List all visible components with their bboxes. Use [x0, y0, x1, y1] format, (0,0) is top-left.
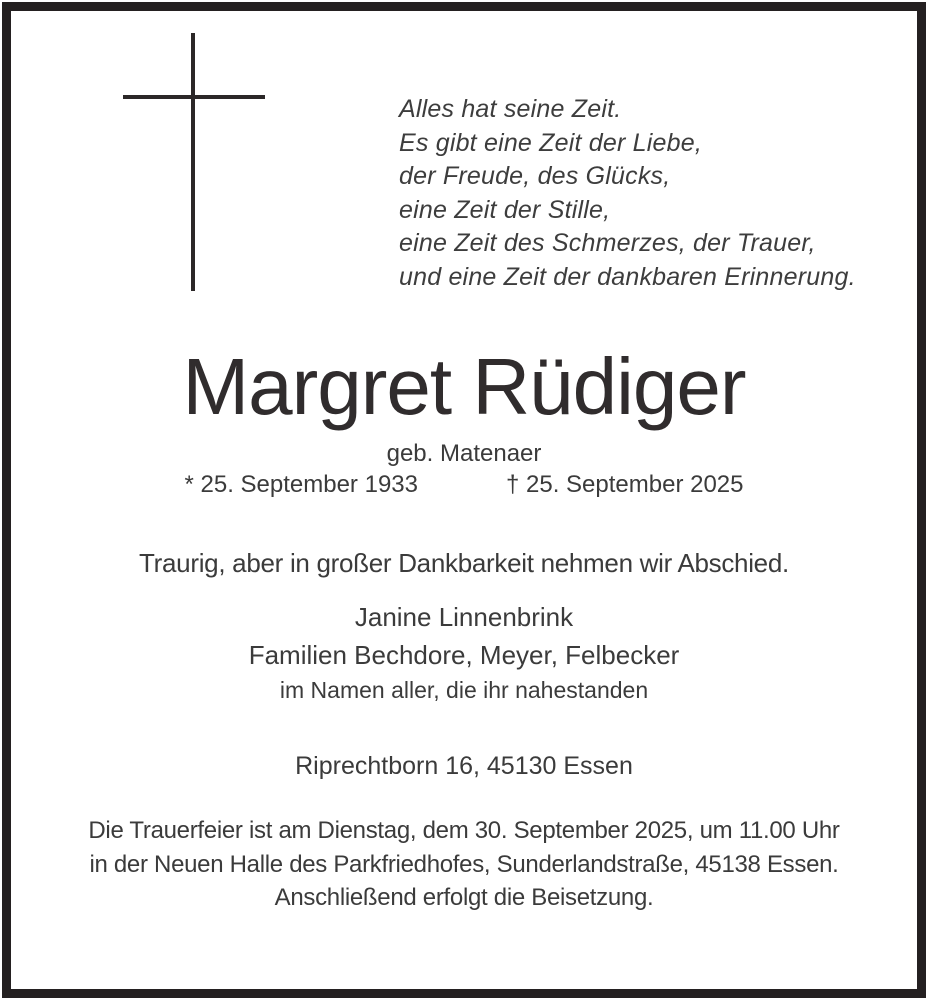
service-line: Die Trauerfeier ist am Dienstag, dem 30. September 2025, um 11.00 Uhr: [88, 817, 840, 844]
contact-address: Riprechtborn 16, 45130 Essen: [295, 752, 633, 780]
mourner-note: im Namen aller, die ihr nahestanden: [279, 677, 649, 703]
mourner-families: Familien Bechdore, Meyer, Felbecker: [248, 640, 680, 670]
poem-line: eine Zeit der Stille,: [399, 195, 611, 224]
deceased-name: Margret Rüdiger: [182, 342, 746, 431]
poem-line: Es gibt eine Zeit der Liebe,: [399, 128, 702, 157]
life-dates: [0, 471, 928, 499]
poem-line: der Freude, des Glücks,: [399, 162, 671, 190]
cross-horizontal-bar: [123, 95, 265, 99]
memorial-poem: [399, 93, 856, 294]
service-line: Anschließend erfolgt die Beisetzung.: [274, 884, 654, 911]
maiden-name: geb. Matenaer: [386, 440, 542, 467]
funeral-service-details: [0, 814, 928, 915]
poem-line: eine Zeit des Schmerzes, der Trauer,: [399, 229, 816, 257]
farewell-line: Traurig, aber in großer Dankbarkeit nehmen wir Abschied.: [139, 548, 789, 578]
mourner-primary: Janine Linnenbrink: [354, 602, 574, 632]
poem-line: Alles hat seine Zeit.: [399, 95, 622, 123]
death-date: † 25. September 2025: [505, 471, 744, 498]
service-line: in der Neuen Halle des Parkfriedhofes, Sunderlandstraße, 45138 Essen.: [89, 850, 839, 878]
cross-vertical-bar: [191, 33, 195, 291]
birth-date: * 25. September 1933: [184, 471, 418, 498]
poem-line: und eine Zeit der dankbaren Erinnerung.: [399, 262, 856, 291]
